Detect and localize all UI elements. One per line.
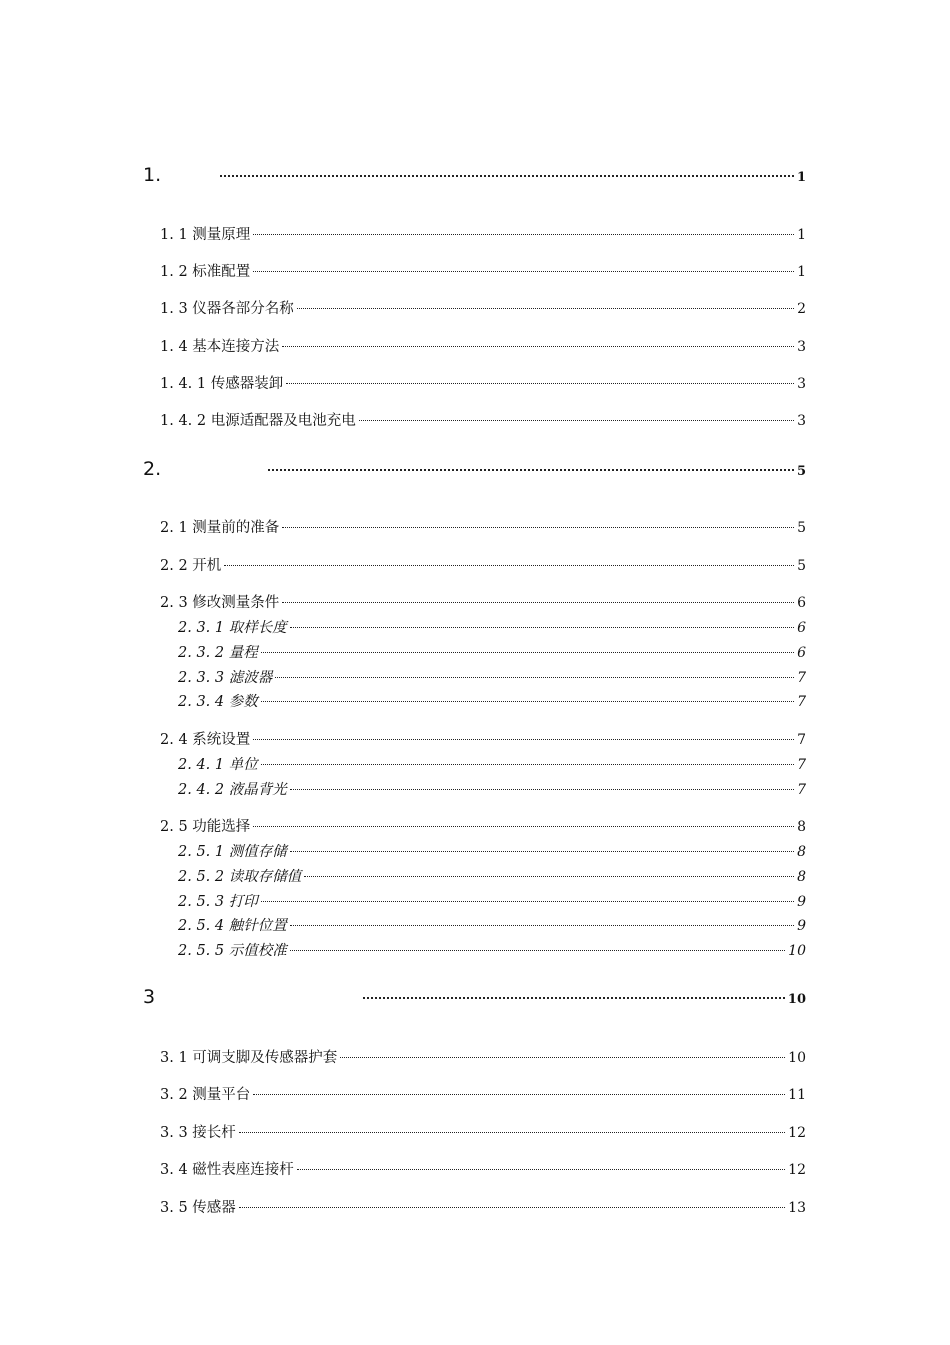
toc-leader-dots bbox=[275, 677, 794, 678]
toc-leader-dots bbox=[261, 764, 794, 765]
toc-leader-dots bbox=[253, 1094, 785, 1095]
toc-entry-1-4[interactable] bbox=[160, 335, 806, 356]
toc-page-number: 1 bbox=[797, 227, 806, 243]
toc-page-number: 7 bbox=[797, 782, 806, 798]
toc-leader-dots bbox=[282, 346, 794, 347]
toc-leader-dots bbox=[268, 469, 794, 471]
toc-chapter-label: 1. bbox=[143, 164, 162, 186]
toc-leader-dots bbox=[253, 271, 794, 272]
toc-page-number: 6 bbox=[797, 595, 806, 611]
toc-entry-label: 3. 2 测量平台 bbox=[160, 1087, 251, 1103]
toc-page-number: 1 bbox=[796, 170, 806, 185]
toc-entry-1-4-2[interactable] bbox=[160, 409, 806, 430]
toc-chapter-1[interactable] bbox=[143, 164, 806, 186]
toc-entry-1-3[interactable] bbox=[160, 297, 806, 318]
toc-entry-label: 2. 3. 3 滤波器 bbox=[178, 670, 273, 686]
toc-entry-2-5-3[interactable] bbox=[178, 890, 806, 911]
toc-entry-label: 1. 4 基本连接方法 bbox=[160, 339, 280, 355]
toc-page-number: 7 bbox=[797, 757, 806, 773]
toc-leader-dots bbox=[253, 826, 794, 827]
toc-leader-dots bbox=[290, 627, 794, 628]
toc-page-number: 6 bbox=[797, 620, 806, 636]
toc-page-number: 2 bbox=[797, 301, 806, 317]
toc-entry-label: 1. 2 标准配置 bbox=[160, 264, 251, 280]
toc-page-number: 3 bbox=[797, 376, 806, 392]
toc-leader-dots bbox=[261, 652, 794, 653]
toc-entry-label: 2. 5 功能选择 bbox=[160, 819, 251, 835]
toc-entry-label: 1. 3 仪器各部分名称 bbox=[160, 301, 294, 317]
toc-entry-label: 2. 2 开机 bbox=[160, 558, 222, 574]
toc-page-number: 8 bbox=[797, 844, 806, 860]
toc-leader-dots bbox=[253, 234, 794, 235]
toc-leader-dots bbox=[297, 1169, 785, 1170]
toc-entry-label: 2. 5. 5 示值校准 bbox=[178, 943, 287, 959]
toc-page-number: 10 bbox=[788, 943, 806, 959]
toc-leader-dots bbox=[261, 701, 794, 702]
toc-leader-dots bbox=[253, 739, 794, 740]
toc-entry-2-5-2[interactable] bbox=[178, 865, 806, 886]
toc-entry-2-1[interactable] bbox=[160, 516, 806, 537]
toc-leader-dots bbox=[239, 1207, 785, 1208]
toc-leader-dots bbox=[290, 851, 794, 852]
toc-chapter-label: 3 bbox=[143, 986, 156, 1008]
toc-leader-dots bbox=[224, 565, 794, 566]
toc-entry-label: 2. 3 修改测量条件 bbox=[160, 595, 280, 611]
toc-entry-label: 3. 5 传感器 bbox=[160, 1200, 236, 1216]
toc-page-number: 7 bbox=[797, 732, 806, 748]
toc-entry-3-1[interactable] bbox=[160, 1046, 806, 1067]
toc-entry-1-4-1[interactable] bbox=[160, 372, 806, 393]
toc-page-number: 9 bbox=[797, 918, 806, 934]
toc-page-number: 10 bbox=[788, 1050, 806, 1066]
toc-entry-label: 3. 3 接长杆 bbox=[160, 1125, 236, 1141]
toc-leader-dots bbox=[290, 789, 794, 790]
toc-page-number: 5 bbox=[796, 464, 806, 479]
toc-entry-2-4[interactable] bbox=[160, 728, 806, 749]
toc-entry-label: 2. 3. 2 量程 bbox=[178, 645, 258, 661]
toc-leader-dots bbox=[220, 175, 794, 177]
toc-leader-dots bbox=[359, 420, 794, 421]
toc-entry-2-4-2[interactable] bbox=[178, 778, 806, 799]
toc-chapter-label: 2. bbox=[143, 458, 162, 480]
toc-page-number: 13 bbox=[788, 1200, 806, 1216]
toc-leader-dots bbox=[290, 950, 785, 951]
toc-entry-label: 1. 1 测量原理 bbox=[160, 227, 251, 243]
toc-entry-2-2[interactable] bbox=[160, 554, 806, 575]
toc-chapter-2[interactable] bbox=[143, 458, 806, 480]
toc-entry-label: 2. 4 系统设置 bbox=[160, 732, 251, 748]
toc-page-number: 11 bbox=[788, 1087, 806, 1103]
toc-page-number: 7 bbox=[797, 694, 806, 710]
toc-entry-label: 3. 4 磁性表座连接杆 bbox=[160, 1162, 294, 1178]
toc-entry-2-4-1[interactable] bbox=[178, 753, 806, 774]
toc-page-number: 12 bbox=[788, 1162, 806, 1178]
toc-leader-dots bbox=[297, 308, 794, 309]
toc-leader-dots bbox=[239, 1132, 785, 1133]
toc-entry-label: 2. 1 测量前的准备 bbox=[160, 520, 280, 536]
toc-entry-2-5[interactable] bbox=[160, 815, 806, 836]
toc-page-number: 10 bbox=[787, 992, 806, 1007]
toc-entry-label: 1. 4. 1 传感器装卸 bbox=[160, 376, 284, 392]
toc-entry-2-3-1[interactable] bbox=[178, 616, 806, 637]
toc-page-number: 8 bbox=[797, 869, 806, 885]
toc-page-number: 1 bbox=[797, 264, 806, 280]
toc-chapter-3[interactable] bbox=[143, 986, 806, 1008]
toc-entry-2-5-5[interactable] bbox=[178, 939, 806, 960]
toc-entry-label: 2. 5. 3 打印 bbox=[178, 894, 258, 910]
toc-page-number: 5 bbox=[797, 520, 806, 536]
toc-page-number: 3 bbox=[797, 339, 806, 355]
toc-page-number: 7 bbox=[797, 670, 806, 686]
toc-leader-dots bbox=[304, 876, 794, 877]
toc-entry-label: 2. 4. 2 液晶背光 bbox=[178, 782, 287, 798]
toc-entry-2-3-4[interactable] bbox=[178, 690, 806, 711]
toc-entry-label: 2. 4. 1 单位 bbox=[178, 757, 258, 773]
toc-entry-3-5[interactable] bbox=[160, 1196, 806, 1217]
toc-entry-2-3[interactable] bbox=[160, 591, 806, 612]
toc-entry-3-4[interactable] bbox=[160, 1158, 806, 1179]
toc-leader-dots bbox=[340, 1057, 785, 1058]
toc-entry-2-3-2[interactable] bbox=[178, 641, 806, 662]
toc-entry-label: 2. 3. 1 取样长度 bbox=[178, 620, 287, 636]
toc-leader-dots bbox=[261, 901, 794, 902]
toc-page-number: 5 bbox=[797, 558, 806, 574]
toc-entry-1-2[interactable] bbox=[160, 260, 806, 281]
toc-entry-2-5-4[interactable] bbox=[178, 914, 806, 935]
toc-entry-label: 2. 3. 4 参数 bbox=[178, 694, 258, 710]
toc-entry-2-3-3[interactable] bbox=[178, 666, 806, 687]
toc-entry-3-3[interactable] bbox=[160, 1121, 806, 1142]
toc-leader-dots bbox=[282, 527, 794, 528]
toc-page-number: 6 bbox=[797, 645, 806, 661]
toc-entry-3-2[interactable] bbox=[160, 1083, 806, 1104]
toc-entry-label: 2. 5. 2 读取存储值 bbox=[178, 869, 302, 885]
toc-leader-dots bbox=[286, 383, 794, 384]
toc-entry-1-1[interactable] bbox=[160, 223, 806, 244]
toc-page-number: 9 bbox=[797, 894, 806, 910]
toc-page-number: 12 bbox=[788, 1125, 806, 1141]
toc-entry-label: 3. 1 可调支脚及传感器护套 bbox=[160, 1050, 338, 1066]
toc-entry-label: 1. 4. 2 电源适配器及电池充电 bbox=[160, 413, 356, 429]
toc-entry-2-5-1[interactable] bbox=[178, 840, 806, 861]
toc-page-number: 3 bbox=[797, 413, 806, 429]
toc-leader-dots bbox=[363, 997, 785, 999]
toc-leader-dots bbox=[282, 602, 794, 603]
toc-entry-label: 2. 5. 4 触针位置 bbox=[178, 918, 287, 934]
toc-page-number: 8 bbox=[797, 819, 806, 835]
toc-leader-dots bbox=[290, 925, 794, 926]
toc-entry-label: 2. 5. 1 测值存储 bbox=[178, 844, 287, 860]
